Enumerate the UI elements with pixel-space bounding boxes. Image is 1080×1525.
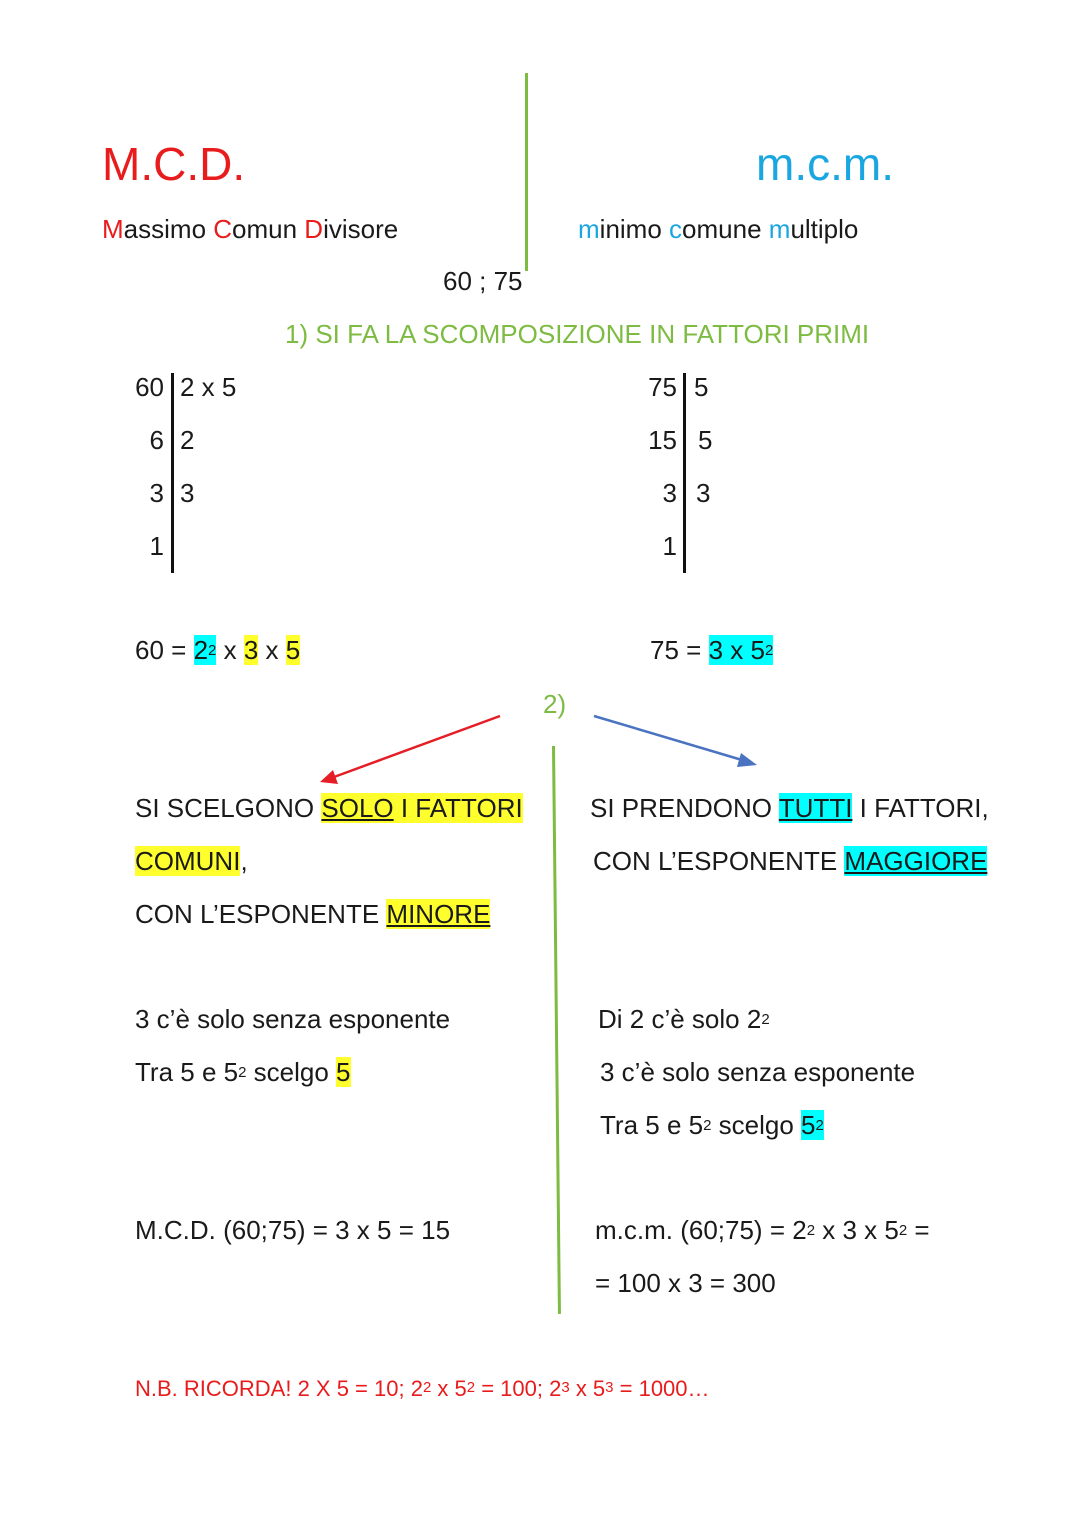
mcd-sub-m: M — [102, 214, 124, 244]
left-rule-highlight: SOLO I FATTORI — [321, 793, 523, 823]
factor-left-factor: 2 x 5 — [180, 372, 237, 402]
mcd-sub-omun: omun — [232, 214, 305, 244]
result-right-prefix: 75 = — [650, 635, 709, 665]
step2-heading: 2) — [543, 689, 567, 719]
factor-right-factor: 5 — [694, 372, 709, 402]
factor-right-number: 15 — [648, 425, 677, 455]
red-arrow-head — [320, 770, 338, 784]
factor-right-factor: 3 — [696, 478, 711, 508]
left-note-1: 3 c’è solo senza esponente — [135, 1004, 451, 1034]
factor-right-number: 75 — [648, 372, 677, 402]
result-left-factor3: 3 — [243, 635, 259, 665]
factor-right-factor: 5 — [698, 425, 713, 455]
mcm-sub-m: m — [578, 214, 600, 244]
mcm-sub-omune: omune — [682, 214, 769, 244]
mcd-title: M.C.D. — [102, 138, 246, 190]
red-arrow-line — [334, 716, 500, 777]
factor-left-factor: 2 — [180, 425, 195, 455]
right-note-2: 3 c’è solo senza esponente — [600, 1057, 916, 1087]
result-left-prefix: 60 = — [135, 635, 194, 665]
mcm-sub-inimo: inimo — [599, 214, 670, 244]
left-rule-line3: CON L’ESPONENTE MINORE — [135, 899, 491, 929]
left-note-2: Tra 5 e $5^2$ scelgo 5 — [135, 1057, 351, 1087]
right-rule-line1: SI PRENDONO TUTTI I FATTORI, — [590, 793, 989, 823]
bottom-divider — [552, 746, 561, 1314]
mcd-sub-d: D — [304, 214, 324, 244]
right-note-3: Tra 5 e $5^2$ scelgo $5^2$ — [600, 1110, 824, 1140]
numbers-label: 60 ; 75 — [443, 266, 523, 296]
mcd-result: M.C.D. (60;75) = 3 x 5 = 15 — [135, 1215, 451, 1245]
right-rule-maggiore: MAGGIORE — [844, 846, 988, 876]
factor-left-number: 3 — [149, 478, 164, 508]
left-rule-line2: COMUNI, — [135, 846, 248, 876]
factor-right-number: 3 — [662, 478, 677, 508]
mcm-result-line1: m.c.m. (60;75) = $2^2$ x 3 x $5^2$ = — [595, 1215, 930, 1245]
result-left: $60 = 2^2$ x 3 x 5 — [135, 635, 301, 665]
factor-left-number: 60 — [135, 372, 164, 402]
mcm-sub-m2: m — [768, 214, 791, 244]
factor-left-factor: 3 — [180, 478, 195, 508]
blue-arrow-line — [594, 716, 742, 760]
nb-note: N.B. RICORDA! 2 X 5 = 10; $2^2$ x $5^2 = 100$; $2^3$ x $5^3$ = 1000… — [135, 1376, 710, 1401]
factor-right-number: 1 — [662, 531, 677, 561]
mcd-sub-assimo: assimo — [123, 214, 214, 244]
mcm-title: m.c.m. — [756, 138, 894, 190]
result-right-common: 3 x $5^2$ — [708, 635, 774, 665]
mcm-sub-ultiplo: ultiplo — [790, 214, 859, 244]
step1-heading: 1) SI FA LA SCOMPOSIZIONE IN FATTORI PRIMI — [285, 319, 870, 349]
factor-left-number: 1 — [149, 531, 164, 561]
mcm-sub-c: c — [669, 214, 683, 244]
left-rule-line1: SI SCELGONO SOLO I FATTORI — [135, 793, 523, 823]
result-left-power2: $2^2$ — [193, 635, 217, 665]
right-rule-line2: CON L’ESPONENTE MAGGIORE — [593, 846, 988, 876]
result-left-factor5: 5 — [285, 635, 301, 665]
mcd-sub-c: C — [213, 214, 233, 244]
blue-arrow-head — [737, 753, 757, 767]
factor-left-number: 6 — [149, 425, 164, 455]
right-note-1: Di 2 c’è solo $2^2$ — [598, 1004, 770, 1034]
right-rule-tutti: TUTTI — [778, 793, 853, 823]
mcm-result-line2: = 100 x 3 = 300 — [595, 1268, 776, 1298]
mcd-sub-ivisore: ivisore — [323, 214, 399, 244]
left-rule-minore: MINORE — [386, 899, 491, 929]
